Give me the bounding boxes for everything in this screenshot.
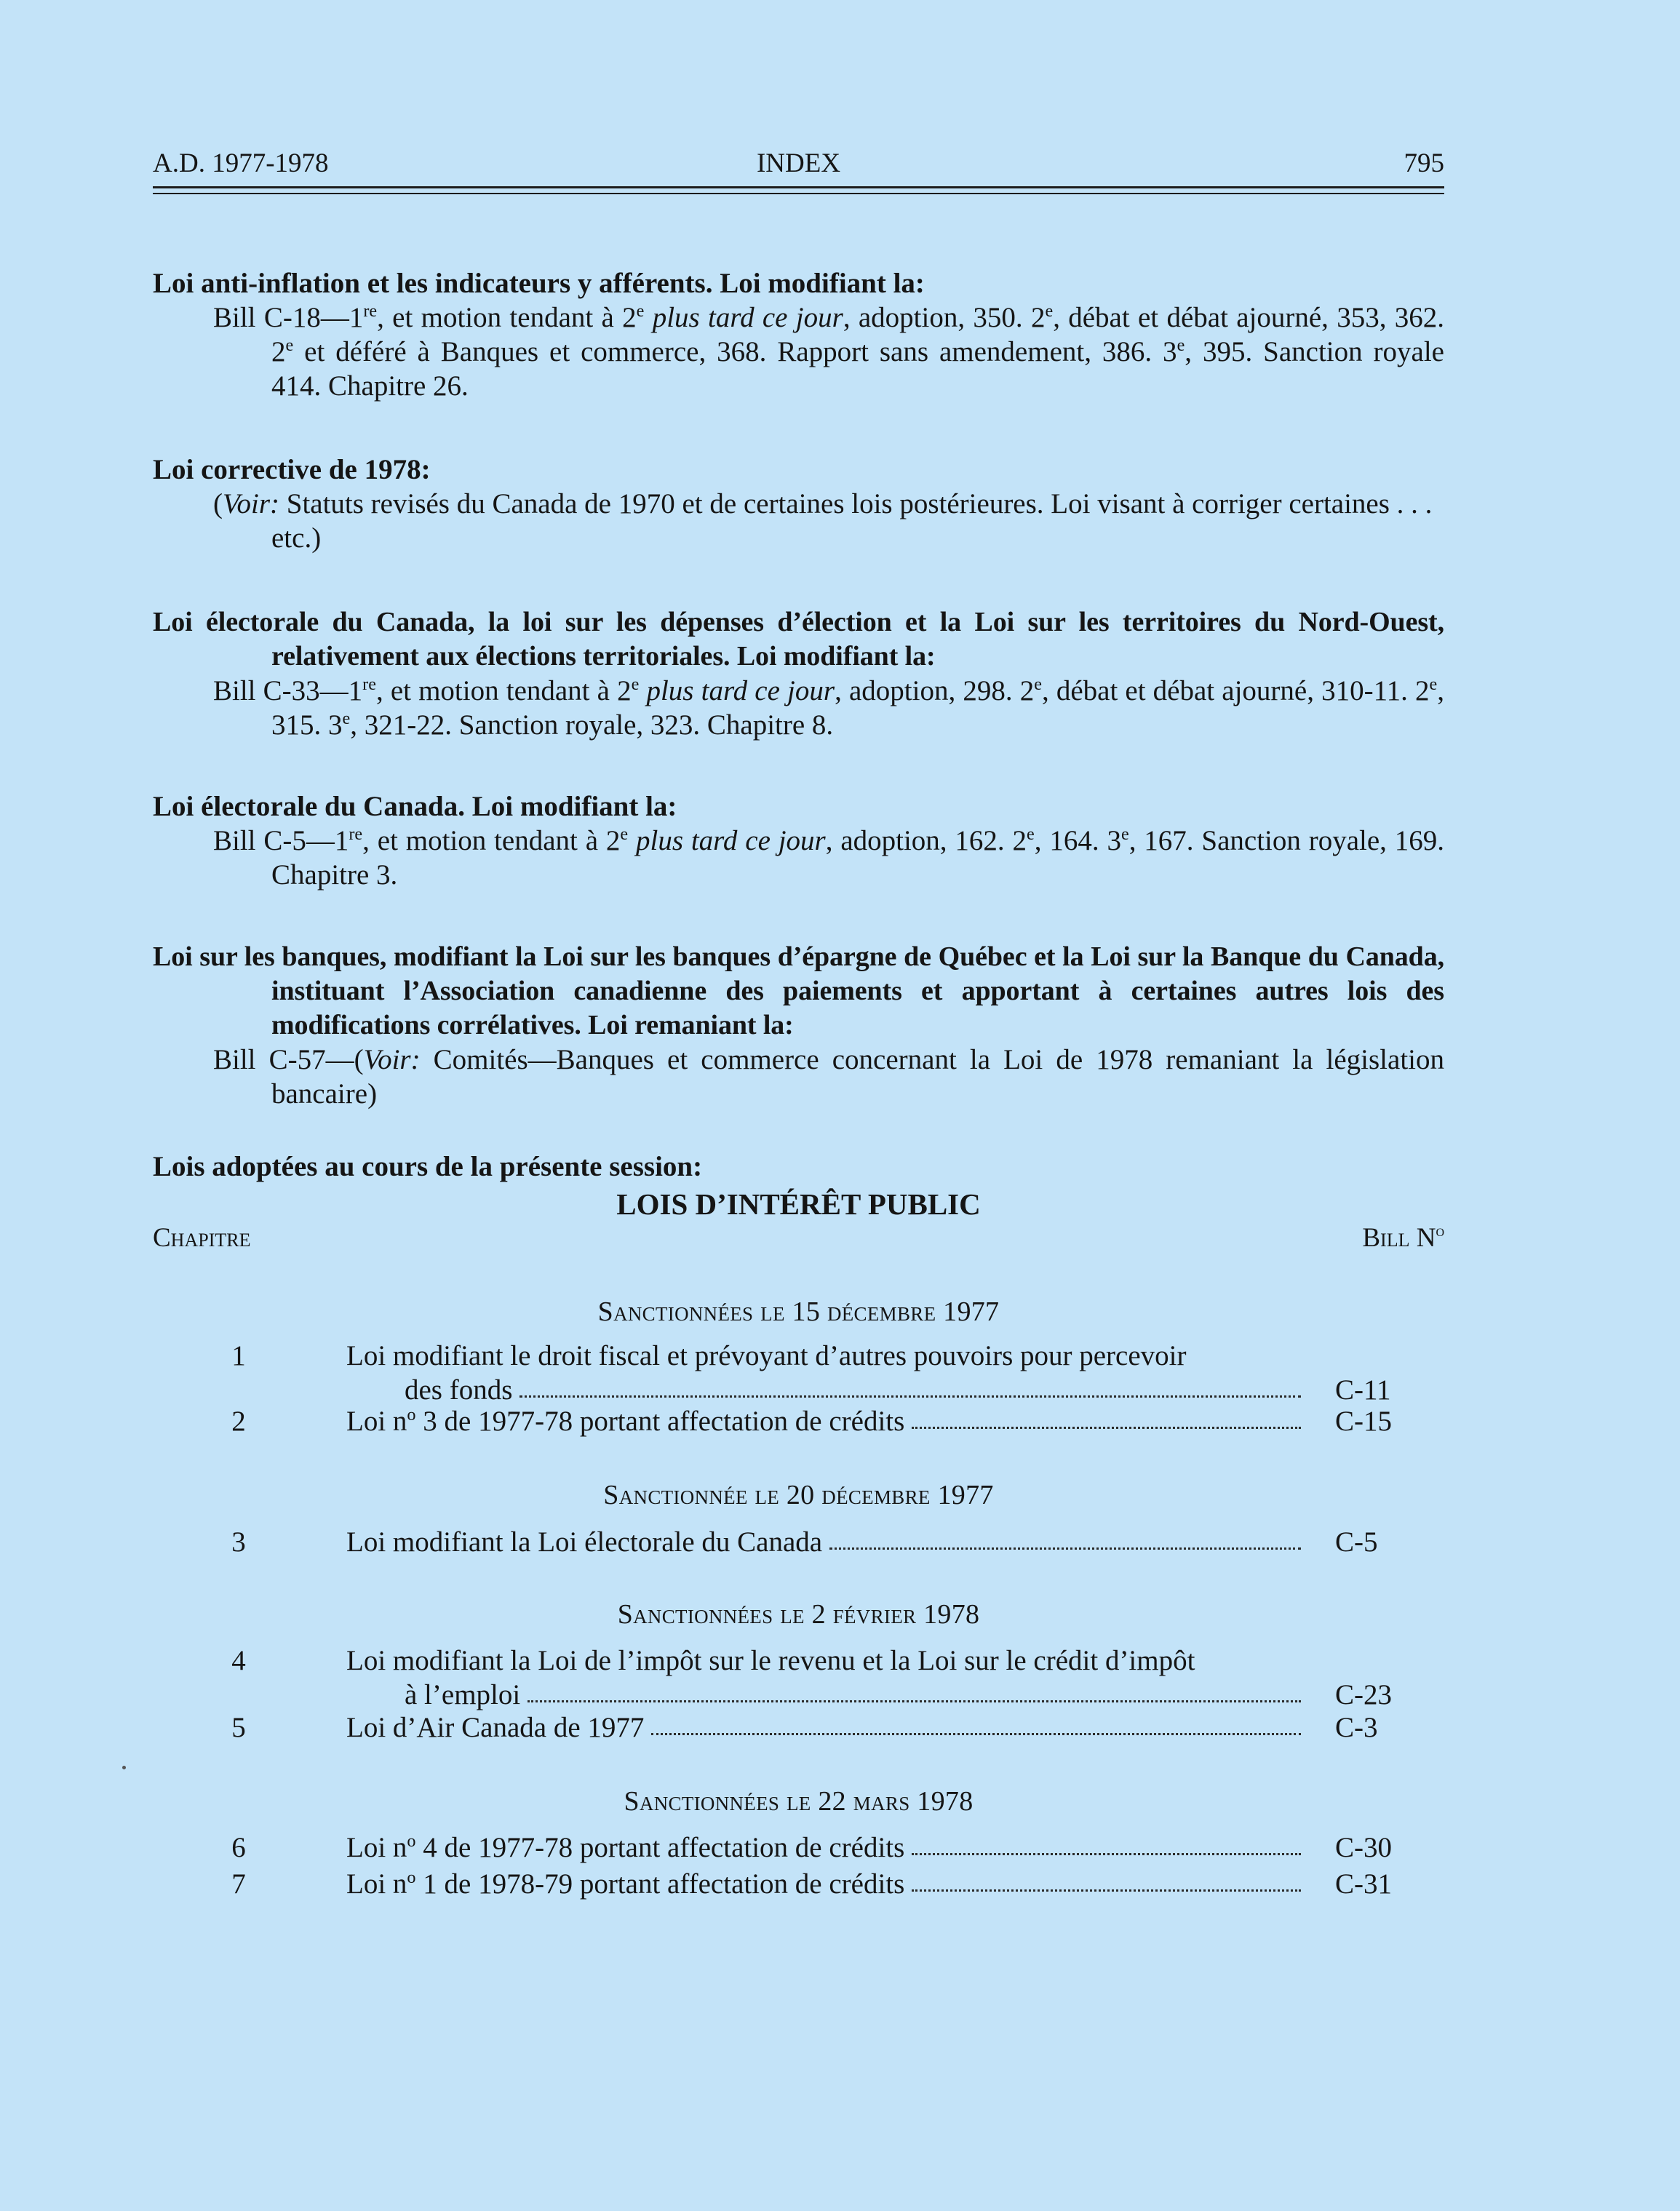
dot-leader bbox=[519, 1395, 1301, 1398]
scan-speck bbox=[122, 1766, 126, 1769]
entry-title: Loi électorale du Canada. Loi modifiant la: bbox=[153, 791, 677, 822]
index-entry bbox=[153, 789, 1444, 892]
column-head-chapitre: Chapitre bbox=[153, 1223, 251, 1253]
group-heading: Sanctionnées le 15 décembre 1977 bbox=[597, 1296, 1000, 1327]
header-years: A.D. 1977-1978 bbox=[153, 148, 329, 178]
chapter-number: 1 bbox=[231, 1340, 246, 1371]
entry-body: Bill C-57—(Voir: Comités—Banques et commerce concernant la Loi de 1978 remaniant la législation bancaire) bbox=[213, 1044, 1444, 1110]
index-entry bbox=[153, 453, 1444, 555]
chapter-number: 4 bbox=[231, 1645, 246, 1676]
entry-body: Bill C-33—1re, et motion tendant à 2e plus tard ce jour, adoption, 298. 2e, débat et débat ajourné, 310-11. 2e, 315. 3e, 321-22. Sanction royale, 323. Chapitre 8. bbox=[213, 674, 1444, 741]
dot-leader bbox=[528, 1700, 1301, 1702]
chapter-number: 2 bbox=[231, 1406, 246, 1437]
lois-title: LOIS D’INTÉRÊT PUBLIC bbox=[616, 1187, 981, 1221]
group-heading: Sanctionnées le 2 février 1978 bbox=[617, 1599, 980, 1630]
dot-leader bbox=[912, 1889, 1301, 1892]
index-entry bbox=[153, 940, 1444, 1111]
header-rule-top bbox=[153, 186, 1444, 188]
entry-body: (Voir: Statuts revisés du Canada de 1970 et de certaines lois postérieures. Loi visant à corriger certaines . . . etc.) bbox=[213, 488, 1433, 554]
act-title: Loi modifiant la Loi de l’impôt sur le revenu et la Loi sur le crédit d’impôt à l’emploi bbox=[346, 1644, 1301, 1712]
table-row bbox=[153, 1644, 1444, 1712]
entry-body: Bill C-5—1re, et motion tendant à 2e plus tard ce jour, adoption, 162. 2e, 164. 3e, 167. Sanction royale, 169. Chapitre 3. bbox=[213, 824, 1444, 891]
page-header bbox=[153, 146, 1444, 182]
act-title: Loi $n^o$ 3 de 1977-78 portant affectation de crédits bbox=[346, 1404, 1301, 1438]
bill-number: C-30 bbox=[1335, 1832, 1392, 1863]
chapter-number: 5 bbox=[231, 1712, 246, 1743]
act-title: Loi d’Air Canada de 1977 bbox=[346, 1710, 1301, 1745]
act-title: Loi $n^o$ 4 de 1977-78 portant affectation de crédits bbox=[346, 1830, 1301, 1865]
page-number: 795 bbox=[1404, 148, 1444, 178]
bill-number: C-15 bbox=[1335, 1406, 1392, 1437]
group-heading: Sanctionnées le 22 mars 1978 bbox=[624, 1786, 974, 1817]
column-head-bill: Bill $N^o$ bbox=[1362, 1222, 1444, 1253]
group-heading: Sanctionnée le 20 décembre 1977 bbox=[603, 1480, 994, 1510]
bill-number: C-23 bbox=[1335, 1679, 1392, 1710]
chapter-number: 6 bbox=[231, 1832, 246, 1863]
chapter-number: 7 bbox=[231, 1868, 246, 1900]
dot-leader bbox=[912, 1852, 1301, 1855]
entry-body: Bill C-18—1re, et motion tendant à 2e plus tard ce jour, adoption, 350. 2e, débat et débat ajourné, 353, 362. 2e et déféré à Banques et commerce, 368. Rapport sans amendement, 386. 3e, 395. Sanction royale 414. Chapitre 26. bbox=[213, 301, 1445, 402]
bill-number: C-11 bbox=[1335, 1374, 1391, 1406]
dot-leader bbox=[829, 1547, 1301, 1550]
act-title: Loi modifiant le droit fiscal et prévoyant d’autres pouvoirs pour percevoir des fonds bbox=[346, 1339, 1301, 1407]
entry-title: Loi sur les banques, modifiant la Loi sur les banques d’épargne de Québec et la Loi sur la Banque du Canada, instituant l’Association canadienne des paiements et apportant à certaines autres lois des modifications corrélatives. Loi remaniant la: bbox=[153, 941, 1444, 1040]
bill-number: C-31 bbox=[1335, 1868, 1392, 1900]
act-title: Loi modifiant la Loi électorale du Canada bbox=[346, 1525, 1301, 1559]
entry-title: Loi anti-inflation et les indicateurs y afférents. Loi modifiant la: bbox=[153, 268, 925, 299]
dot-leader bbox=[912, 1426, 1301, 1429]
entry-title: Loi corrective de 1978: bbox=[153, 454, 431, 485]
act-title: Loi $n^o$ 1 de 1978-79 portant affectation de crédits bbox=[346, 1867, 1301, 1901]
header-title: INDEX bbox=[756, 148, 841, 178]
bill-number: C-5 bbox=[1335, 1526, 1378, 1558]
entry-title: Loi électorale du Canada, la loi sur les dépenses d’élection et la Loi sur les territoires du Nord-Ouest, relativement aux élections territoriales. Loi modifiant la: bbox=[153, 607, 1444, 672]
header-rule-bottom bbox=[153, 193, 1444, 194]
index-entry bbox=[153, 605, 1444, 742]
table-row bbox=[153, 1339, 1444, 1407]
index-entry bbox=[153, 266, 1444, 403]
lois-heading: Lois adoptées au cours de la présente session: bbox=[153, 1151, 703, 1182]
dot-leader bbox=[651, 1732, 1301, 1735]
chapter-number: 3 bbox=[231, 1526, 246, 1558]
bill-number: C-3 bbox=[1335, 1712, 1378, 1743]
